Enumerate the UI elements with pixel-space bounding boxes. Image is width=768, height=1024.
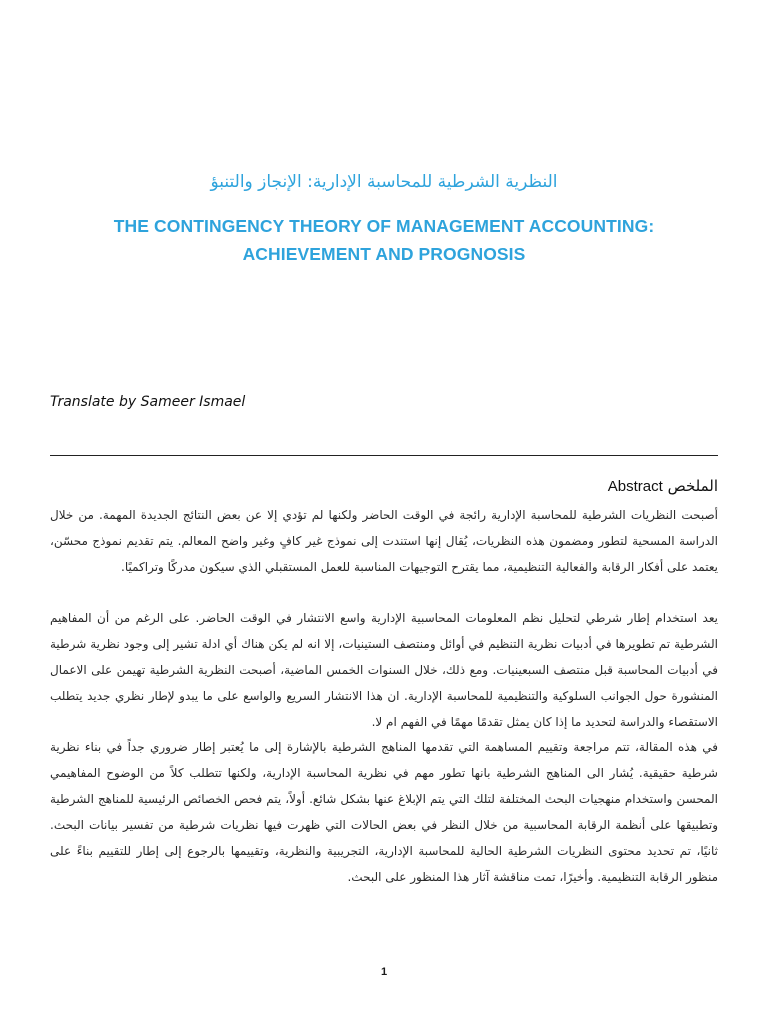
- page-number: 1: [380, 966, 388, 978]
- abstract-paragraph-1: أصبحت النظريات الشرطية للمحاسبة الإدارية رائجة في الوقت الحاضر ولكنها لم تؤدي إلا عن بعض النتائج الجديدة المهمة. من خلال الدراسة المسحية لتطور ومضمون هذه النظريات، يُقال إنها استندت إلى نموذج غير كافٍ وغير واضح المعالم. يتم تقديم نموذج محسّن، يعتمد على أفكار الرقابة والفعالية التنظيمية، مما يقترح التوجيهات المناسبة للعمل المستقبلي الذي سيكون مدركًا وتراكميًا.: [50, 508, 718, 574]
- abstract-paragraph-2: يعد استخدام إطار شرطي لتحليل نظم المعلومات المحاسبية الإدارية واسع الانتشار في الوقت الحاضر. على الرغم من أن المفاهيم الشرطية تم تطويرها في أدبيات نظرية التنظيم في أوائل ومنتصف الستينيات، إلا انه لم يكن هناك أي ادلة تشير إلى وجود نظرية شرطية في أدبيات المحاسبة قبل منتصف السبعينيات. ومع ذلك، خلال السنوات الخمس الماضية، أصبحت النظرية الشرطية تهيمن على الاعمال المنشورة حول الجوانب السلوكية والتنظيمية للمحاسبة الإدارية. ان هذا الانتشار السريع والواسع على ما يبدو لإطار نظري جديد يتطلب الاستقصاء والدراسة لتحديد ما إذا كان يمثل تقدمًا مهمًا في الفهم ام لا.: [50, 611, 718, 729]
- abstract-heading-ar: الملخص: [667, 477, 718, 495]
- arabic-title: النظرية الشرطية للمحاسبة الإدارية: الإنجاز والتنبؤ: [210, 172, 558, 192]
- english-title-line-1: THE CONTINGENCY THEORY OF MANAGEMENT ACCOUNTING:: [113, 216, 655, 236]
- abstract-heading-en: Abstract: [607, 478, 663, 495]
- translator-credit: Translate by Sameer Ismael: [50, 394, 246, 410]
- abstract-heading: [608, 477, 718, 495]
- horizontal-divider: [50, 455, 718, 456]
- english-title-line-2: ACHIEVEMENT AND PROGNOSIS: [242, 244, 526, 264]
- english-title: [40, 212, 728, 268]
- abstract-paragraph-3: في هذه المقالة، تتم مراجعة وتقييم المساهمة التي تقدمها المناهج الشرطية بالإشارة إلى ما يُعتبر إطار ضروري جداً في بناء نظرية شرطية حقيقية. يُشار الى المناهج الشرطية بانها تطور مهم في نظرية المحاسبة الإدارية، ولكنها تتطلب كلاً من الوضوح المفاهيمي المحسن واستخدام منهجيات البحث المختلفة لتلك التي يتم الإبلاغ عنها بشكل شائع. أولاً، يتم فحص الخصائص الرئيسية للمناهج الشرطية وتطبيقها على أنظمة الرقابة المحاسبية من خلال النظر في بعض الحالات التي ظهرت فيها نظريات شرطية من تفسير بيانات البحث. ثانيًا، تم تحديد محتوى النظريات الشرطية الحالية للمحاسبة الإدارية، التجريبية والنظرية، وتقييمها بالرجوع إلى إطار للتقييم بناءً على منظور الرقابة التنظيمية. وأخيرًا، تمت مناقشة آثار هذا المنظور على البحث.: [50, 740, 718, 884]
